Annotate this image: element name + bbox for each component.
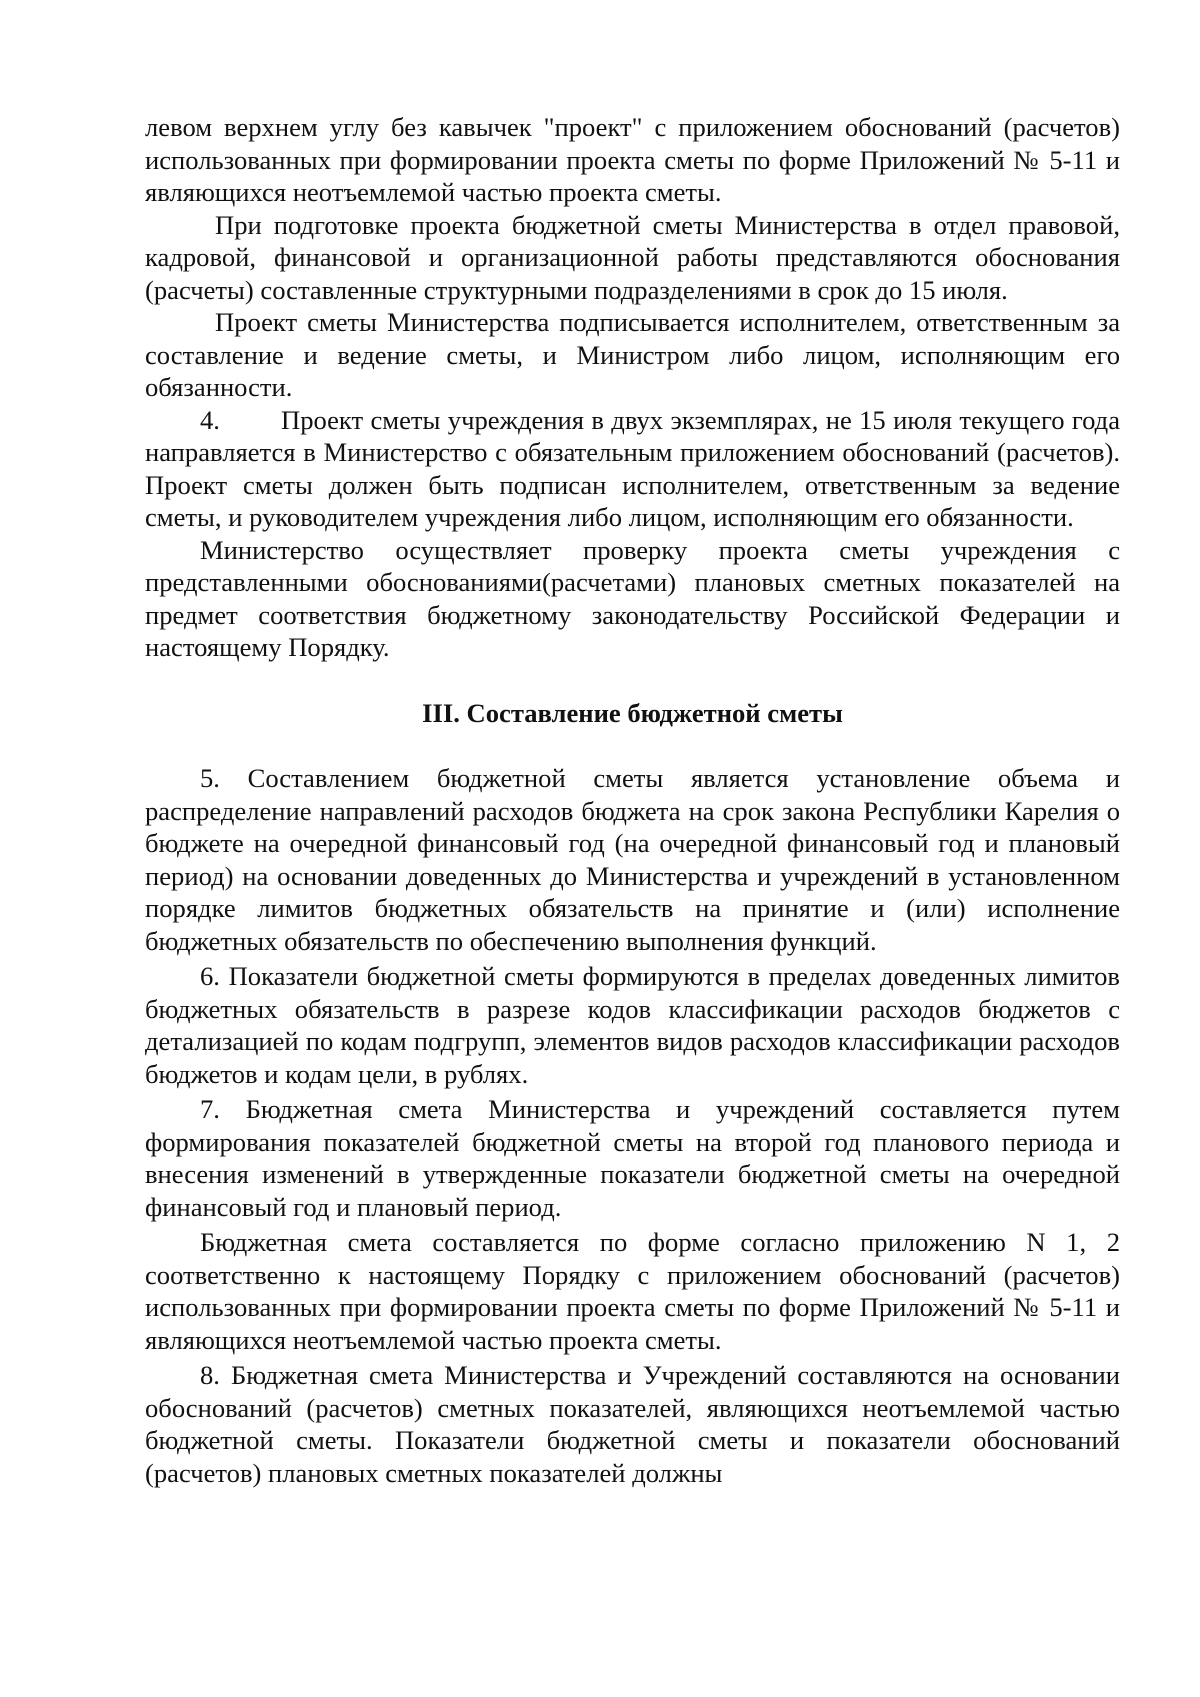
paragraph-item-6: 6. Показатели бюджетной сметы формируются в пределах доведенных лимитов бюджетных обязательств в разрезе кодов классификации расходов бюджетов с детализацией по кодам подгрупп, элементов видов расходов классификации расходов бюджетов и кодам цели, в рублях.: [145, 961, 1120, 1089]
item-4-text: Проект сметы учреждения в двух экземплярах, не 15 июля текущего года направляется в Министерство с обязательным приложением обоснований (расчетов). Проект сметы должен быть подписан исполнителем, ответственным за ведение сметы, и руководителем учреждения либо лицом, исполняющим его обязанности.: [145, 404, 1120, 532]
paragraph-ministry-check: Министерство осуществляет проверку проекта сметы учреждения с представленными обоснованиями(расчетами) плановых сметных показателей на предмет соответствия бюджетному законодательству Российской Федерации и настоящему Порядку.: [145, 534, 1120, 662]
paragraph-signing: Проект сметы Министерства подписывается исполнителем, ответственным за составление и ведение сметы, и Министром либо лицом, исполняющим его обязанности.: [145, 307, 1120, 402]
item-4-number: 4.: [200, 404, 220, 435]
paragraph-continuation: левом верхнем углу без кавычек "проект" с приложением обоснований (расчетов) использованных при формировании проекта сметы по форме Приложений № 5-11 и являющихся неотъемлемой частью проекта сметы.: [145, 112, 1120, 207]
paragraph-item-5: 5. Составлением бюджетной сметы является установление объема и распределение направлений расходов бюджета на срок закона Республики Карелия о бюджете на очередной финансовый год (на очередной финансовый год и плановый период) на основании доведенных до Министерства и учреждений в установленном порядке лимитов бюджетных обязательств на принятие и (или) исполнение бюджетных обязательств по обеспечению выполнения функций.: [145, 763, 1120, 956]
paragraph-item-8: 8. Бюджетная смета Министерства и Учреждений составляются на основании обоснований (расчетов) сметных показателей, являющихся неотъемлемой частью бюджетной сметы. Показатели бюджетной сметы и показатели обоснований (расчетов) плановых сметных показателей должны: [145, 1360, 1120, 1488]
paragraph-item-4: [145, 404, 1120, 534]
section-heading: III. Составление бюджетной сметы: [422, 697, 843, 728]
paragraph-preparation: При подготовке проекта бюджетной сметы Министерства в отдел правовой, кадровой, финансовой и организационной работы представляются обоснования (расчеты) составленные структурными подразделениями в срок до 15 июля.: [145, 209, 1120, 305]
document-body: [145, 111, 1120, 1489]
paragraph-item-7: 7. Бюджетная смета Министерства и учреждений составляется путем формирования показателей бюджетной сметы на второй год планового периода и внесения изменений в утвержденные показатели бюджетной сметы на очередной финансовый год и плановый период.: [145, 1094, 1120, 1222]
paragraph-form: Бюджетная смета составляется по форме согласно приложению N 1, 2 соответственно к настоящему Порядку с приложением обоснований (расчетов) использованных при формировании проекта сметы по форме Приложений № 5-11 и являющихся неотъемлемой частью проекта сметы.: [145, 1227, 1120, 1355]
